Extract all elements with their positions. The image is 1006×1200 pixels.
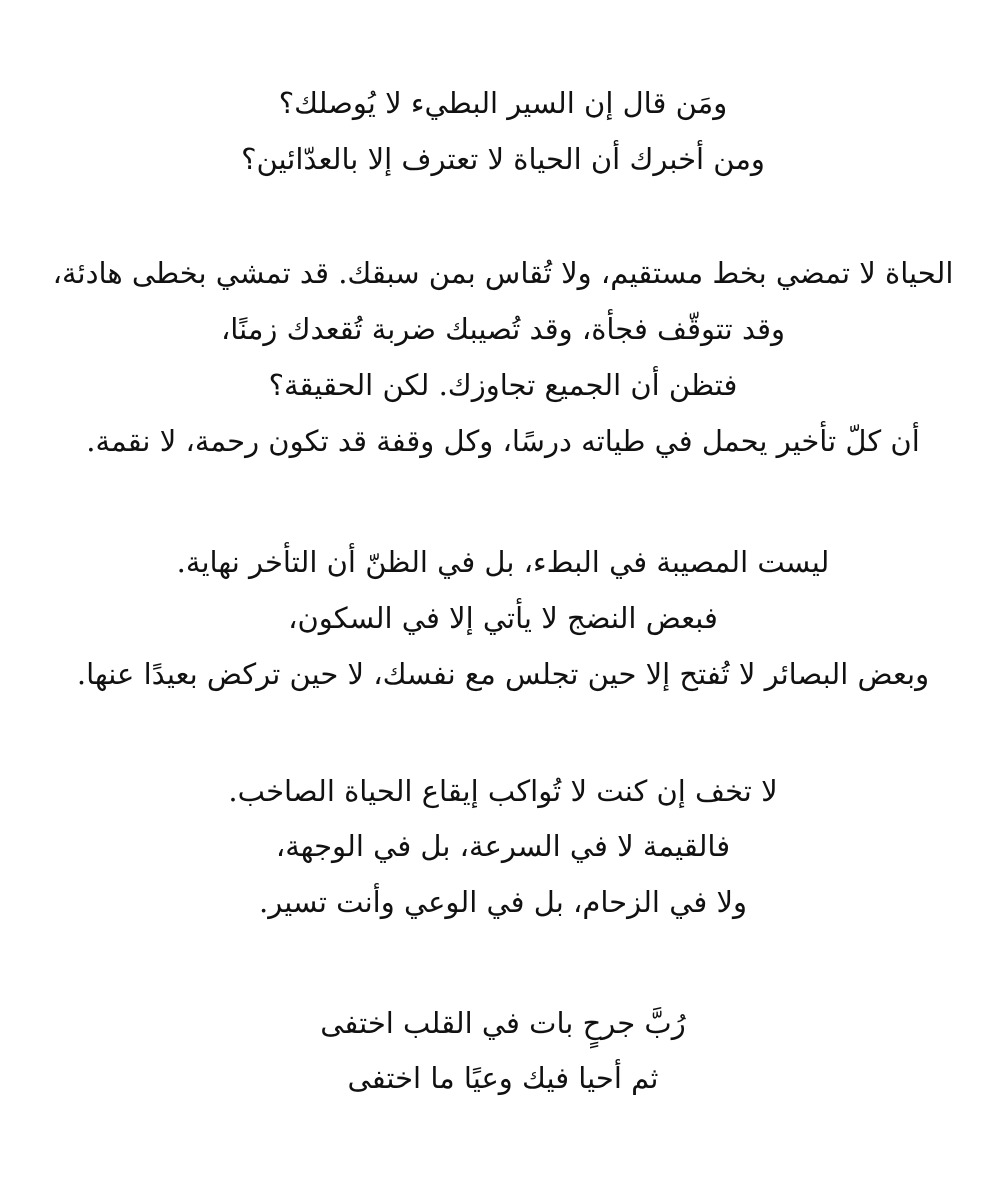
poem-line: الحياة لا تمضي بخط مستقيم، ولا تُقاس بمن سبقك. قد تمشي بخطى هادئة، bbox=[52, 256, 954, 290]
poem-line: وبعض البصائر لا تُفتح إلا حين تجلس مع نفسك، لا حين تركض بعيدًا عنها. bbox=[76, 657, 930, 691]
poem-line: وقد تتوقّف فجأة، وقد تُصيبك ضربة تُقعدك زمنًا، bbox=[220, 312, 786, 346]
poem-line: ومَن قال إن السير البطيء لا يُوصلك؟ bbox=[278, 86, 728, 120]
poem-line: أن كلّ تأخير يحمل في طياته درسًا، وكل وقفة قد تكون رحمة، لا نقمة. bbox=[86, 424, 920, 458]
poem-line: رُبَّ جرحٍ بات في القلب اختفى bbox=[320, 1006, 686, 1040]
poem-line: ثم أحيا فيك وعيًا ما اختفى bbox=[347, 1061, 659, 1095]
poem-line: فالقيمة لا في السرعة، بل في الوجهة، bbox=[275, 829, 731, 863]
poem-line: ولا في الزحام، بل في الوعي وأنت تسير. bbox=[258, 885, 747, 919]
poem-line: لا تخف إن كنت لا تُواكب إيقاع الحياة الصاخب. bbox=[228, 774, 778, 808]
poem-line: ليست المصيبة في البطء، بل في الظنّ أن التأخر نهاية. bbox=[176, 545, 830, 579]
poem-line: فبعض النضج لا يأتي إلا في السكون، bbox=[288, 601, 718, 635]
poem-line: فتظن أن الجميع تجاوزك. لكن الحقيقة؟ bbox=[268, 368, 738, 402]
poem-line: ومن أخبرك أن الحياة لا تعترف إلا بالعدّائين؟ bbox=[241, 142, 765, 176]
